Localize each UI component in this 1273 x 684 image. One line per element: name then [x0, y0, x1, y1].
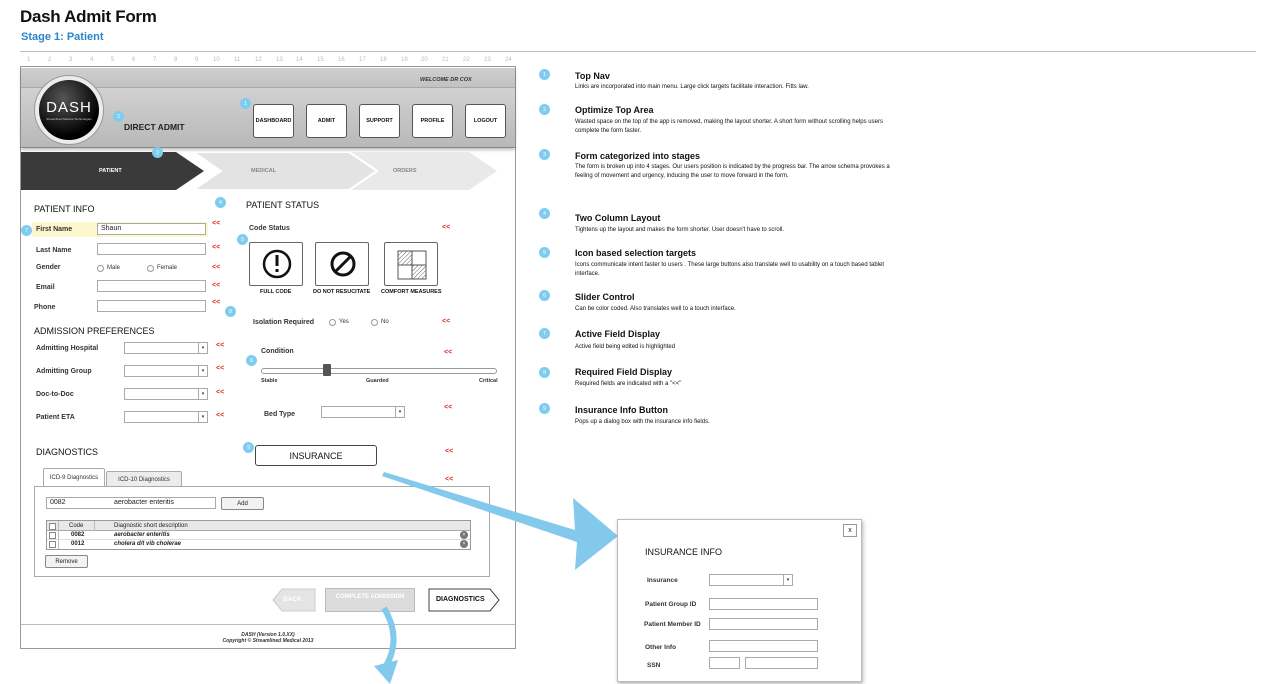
gender-male-radio[interactable]: [97, 265, 104, 272]
code-status-label: Code Status: [249, 225, 290, 232]
doc-to-doc-label: Doc-to-Doc: [36, 391, 74, 398]
condition-label: Condition: [261, 348, 294, 355]
progress-label-orders: ORDERS: [393, 168, 417, 174]
add-diagnostic-button[interactable]: Add: [221, 497, 264, 510]
footer-copyright: Copyright © Streamlined Medical 2013: [222, 638, 314, 644]
patient-group-id-label: Patient Group ID: [645, 601, 697, 608]
isolation-no-label: No: [381, 319, 389, 325]
callout-badge: 4: [215, 197, 226, 208]
isolation-required-label: Isolation Required: [253, 319, 315, 326]
chevron-down-icon: ▾: [198, 343, 207, 353]
insurance-dialog-title: INSURANCE INFO: [645, 547, 723, 557]
full-code-button[interactable]: [249, 242, 303, 286]
gender-female-label: Female: [157, 265, 178, 271]
comfort-measures-button[interactable]: [384, 242, 438, 286]
ruler-number: 9: [195, 57, 199, 63]
next-stage-pointer-head: [374, 660, 398, 684]
complete-admission-button[interactable]: COMPLETE ADMISSION: [325, 588, 415, 612]
required-marker: <<: [444, 404, 453, 411]
progress-step-medical[interactable]: [193, 152, 377, 190]
required-marker: <<: [216, 342, 225, 349]
ruler-number: 1: [27, 57, 31, 63]
required-marker: <<: [445, 448, 454, 455]
chevron-down-icon: ▾: [198, 389, 207, 399]
callout-arrows: [370, 470, 630, 684]
remove-diagnostic-button[interactable]: Remove: [45, 555, 88, 568]
first-name-label: First Name: [36, 226, 73, 233]
ruler-number: 20: [421, 57, 428, 63]
page-heading: DIRECT ADMIT: [124, 122, 185, 132]
ruler-number: 5: [111, 57, 115, 63]
ruler-number: 24: [505, 57, 512, 63]
callout-badge: 6: [246, 355, 257, 366]
nav-support-button[interactable]: SUPPORT: [359, 104, 400, 138]
logo-text: DASH: [46, 99, 92, 116]
ruler-number: 11: [234, 57, 241, 63]
required-marker: <<: [442, 224, 451, 231]
doc-to-doc-select[interactable]: [124, 388, 208, 400]
bed-type-label: Bed Type: [264, 411, 295, 418]
required-marker: <<: [212, 282, 221, 289]
annotation-title: Two Column Layout: [575, 213, 661, 223]
do-not-resuscitate-button[interactable]: [315, 242, 369, 286]
first-name-input[interactable]: [97, 223, 206, 235]
annotation-badge: 2: [539, 104, 550, 115]
annotation-title: Required Field Display: [575, 367, 673, 377]
first-name-value: Shaun: [101, 225, 122, 232]
annotation-badge: 6: [539, 290, 550, 301]
last-name-label: Last Name: [36, 247, 72, 254]
admitting-group-label: Admitting Group: [36, 368, 92, 375]
required-marker: <<: [212, 244, 221, 251]
remove-row-icon[interactable]: ×: [460, 540, 468, 548]
email-input[interactable]: [97, 280, 206, 292]
patient-member-id-input[interactable]: [709, 618, 818, 630]
column-header-code: Code: [69, 523, 84, 529]
phone-input[interactable]: [97, 300, 206, 312]
other-info-input[interactable]: [709, 640, 818, 652]
annotation-title: Form categorized into stages: [575, 151, 701, 161]
phone-label: Phone: [34, 304, 56, 311]
ruler-number: 2: [48, 57, 52, 63]
ruler-number: 7: [153, 57, 157, 63]
nav-profile-button[interactable]: PROFILE: [412, 104, 453, 138]
progress-label-medical: MEDICAL: [251, 168, 277, 174]
close-icon[interactable]: x: [843, 524, 857, 537]
condition-guarded-label: Guarded: [366, 378, 389, 384]
ruler-number: 3: [69, 57, 73, 63]
annotation-title: Icon based selection targets: [575, 248, 697, 258]
annotation-badge: 4: [539, 208, 550, 219]
ruler-number: 17: [359, 57, 366, 63]
do-not-resuscitate-label: DO NOT RESUCITATE: [313, 289, 371, 295]
condition-stable-label: Stable: [261, 378, 278, 384]
ruler-number: 10: [213, 57, 220, 63]
annotation-description: Wasted space on the top of the app is removed, making the layout shorter. A short form without scrolling helps users complete the form faster.: [575, 119, 883, 134]
ruler-number: 14: [296, 57, 303, 63]
annotation-description: Can be color coded. Also translates well to a touch interface.: [575, 306, 736, 312]
condition-slider-thumb[interactable]: [323, 364, 331, 376]
nav-admit-button[interactable]: ADMIT: [306, 104, 347, 138]
annotation-title: Optimize Top Area: [575, 105, 654, 115]
ruler-number: 23: [484, 57, 491, 63]
condition-slider-track[interactable]: [261, 368, 497, 374]
required-marker: <<: [212, 299, 221, 306]
annotation-description: Links are incorporated into main menu. Large click targets facilitate interaction. Fitts law.: [575, 84, 809, 90]
remove-row-icon[interactable]: ×: [460, 531, 468, 539]
chevron-down-icon: ▾: [783, 575, 792, 585]
document-subtitle: Stage 1: Patient: [21, 31, 104, 43]
next-stage-pointer-line: [384, 608, 394, 666]
annotation-badge: 9: [539, 403, 550, 414]
ruler-number: 6: [132, 57, 136, 63]
required-marker: <<: [216, 412, 225, 419]
ruler-number: 21: [442, 57, 449, 63]
column-header-description: Diagnostic short description: [114, 523, 188, 529]
callout-badge: 1: [240, 98, 251, 109]
row-code: 0012: [71, 541, 85, 547]
ssn-label: SSN: [647, 662, 661, 669]
patient-group-id-input[interactable]: [709, 598, 818, 610]
annotation-badge: 5: [539, 247, 550, 258]
isolation-yes-radio[interactable]: [329, 319, 336, 326]
patient-status-title: PATIENT STATUS: [246, 200, 320, 210]
callout-badge: 3: [152, 147, 163, 158]
condition-critical-label: Critical: [479, 378, 498, 384]
isolation-yes-label: Yes: [339, 319, 349, 325]
annotation-badge: 1: [539, 69, 550, 80]
ruler-number: 13: [276, 57, 283, 63]
annotation-title: Slider Control: [575, 292, 635, 302]
ssn-input-part2[interactable]: [745, 657, 818, 669]
diagnostics-next-label: DIAGNOSTICS: [436, 596, 485, 603]
document-title: Dash Admit Form: [20, 7, 157, 26]
back-label: BACK: [283, 596, 302, 603]
email-label: Email: [36, 284, 55, 291]
ruler-number: 18: [380, 57, 387, 63]
welcome-text: WELCOME DR COX: [420, 77, 472, 83]
insurance-button[interactable]: INSURANCE: [255, 445, 377, 466]
required-marker: <<: [216, 389, 225, 396]
admitting-group-select[interactable]: [124, 365, 208, 377]
annotation-description: Icons communicate intent faster to users . These large buttons also translate well to usability on a touch based tablet interface.: [575, 262, 885, 277]
chevron-down-icon: ▾: [395, 407, 404, 417]
annotation-badge: 8: [539, 367, 550, 378]
patient-eta-label: Patient ETA: [36, 414, 75, 421]
annotation-description: The form is broken up into 4 stages. Our users position is indicated by the progress bar. The arrow schema provokes a feeling of movement and urgency, inducing the user to move forward in the form.: [575, 164, 890, 179]
callout-badge: 5: [237, 234, 248, 245]
footer-version: DASH (Version 1.0.XX): [241, 632, 295, 638]
insurance-pointer-arrow: [382, 472, 618, 570]
chevron-down-icon: ▾: [198, 366, 207, 376]
nav-dashboard-button[interactable]: DASHBOARD: [253, 104, 294, 138]
annotation-description: Pops up a dialog box with the insurance info fields.: [575, 419, 710, 425]
logo-subtext: Streamlined Medical Technologies: [46, 117, 92, 121]
row-description: cholera d/t vib cholerae: [114, 541, 182, 547]
annotation-badge: 7: [539, 328, 550, 339]
annotation-description: Active field being edited is highlighted: [575, 344, 676, 350]
row-description: aerobacter enteritis: [114, 532, 170, 538]
gender-male-label: Male: [107, 265, 121, 271]
diagnostic-search-input[interactable]: [46, 497, 216, 509]
patient-eta-select[interactable]: [124, 411, 208, 423]
annotation-description: Required fields are indicated with a "<<": [575, 381, 682, 387]
diagnostics-title: DIAGNOSTICS: [36, 447, 99, 457]
required-marker: <<: [444, 349, 453, 356]
diagnostic-search-desc: aerobacter enteritis: [114, 499, 174, 506]
admission-preferences-title: ADMISSION PREFERENCES: [34, 326, 155, 336]
patient-info-title: PATIENT INFO: [34, 204, 95, 214]
ssn-input-part1[interactable]: [709, 657, 740, 669]
no-symbol-icon: [316, 243, 370, 287]
required-marker: <<: [216, 365, 225, 372]
ruler-number: 16: [338, 57, 345, 63]
dash-logo[interactable]: [39, 80, 99, 140]
annotation-title: Insurance Info Button: [575, 405, 668, 415]
ruler-number: 19: [401, 57, 408, 63]
callout-badge: 8: [225, 306, 236, 317]
last-name-input[interactable]: [97, 243, 206, 255]
callout-badge: 9: [243, 442, 254, 453]
comfort-grid-icon: [385, 243, 439, 287]
header-divider: [20, 51, 1256, 52]
gender-female-radio[interactable]: [147, 265, 154, 272]
row-checkbox[interactable]: [49, 541, 56, 548]
other-info-label: Other Info: [645, 644, 677, 651]
exclamation-icon: [250, 243, 304, 287]
tab-icd9[interactable]: ICD-9 Diagnostics: [43, 468, 105, 487]
required-marker: <<: [442, 318, 451, 325]
ruler-number: 22: [463, 57, 470, 63]
ruler-number: 15: [317, 57, 324, 63]
tab-icd10[interactable]: ICD-10 Diagnostics: [106, 471, 182, 487]
required-marker: <<: [212, 220, 221, 227]
admitting-hospital-select[interactable]: [124, 342, 208, 354]
callout-badge: 2: [113, 111, 124, 122]
column-divider: [94, 521, 95, 531]
required-marker: <<: [445, 476, 454, 483]
annotation-badge: 3: [539, 149, 550, 160]
chevron-down-icon: ▾: [198, 412, 207, 422]
ruler-number: 4: [90, 57, 94, 63]
gender-label: Gender: [36, 264, 61, 271]
admitting-hospital-label: Admitting Hospital: [36, 345, 99, 352]
required-marker: <<: [212, 264, 221, 271]
ruler-number: 12: [255, 57, 262, 63]
annotation-title: Top Nav: [575, 71, 610, 81]
diagnostic-search-code: 0082: [50, 499, 66, 506]
patient-member-id-label: Patient Member ID: [644, 621, 701, 628]
annotation-title: Active Field Display: [575, 329, 661, 339]
comfort-measures-label: COMFORT MEASURES: [381, 289, 442, 295]
bed-type-select[interactable]: [321, 406, 405, 418]
callout-badge: 7: [21, 225, 32, 236]
row-code: 0082: [71, 532, 85, 538]
insurance-label: Insurance: [647, 577, 678, 584]
full-code-label: FULL CODE: [260, 289, 292, 295]
ruler-number: 8: [174, 57, 178, 63]
progress-label-patient: PATIENT: [99, 168, 122, 174]
insurance-select[interactable]: [709, 574, 793, 586]
nav-logout-button[interactable]: LOGOUT: [465, 104, 506, 138]
select-all-checkbox[interactable]: [49, 523, 56, 530]
row-checkbox[interactable]: [49, 532, 56, 539]
isolation-no-radio[interactable]: [371, 319, 378, 326]
annotation-description: Tightens up the layout and makes the form shorter. User doesn't have to scroll.: [575, 227, 785, 233]
